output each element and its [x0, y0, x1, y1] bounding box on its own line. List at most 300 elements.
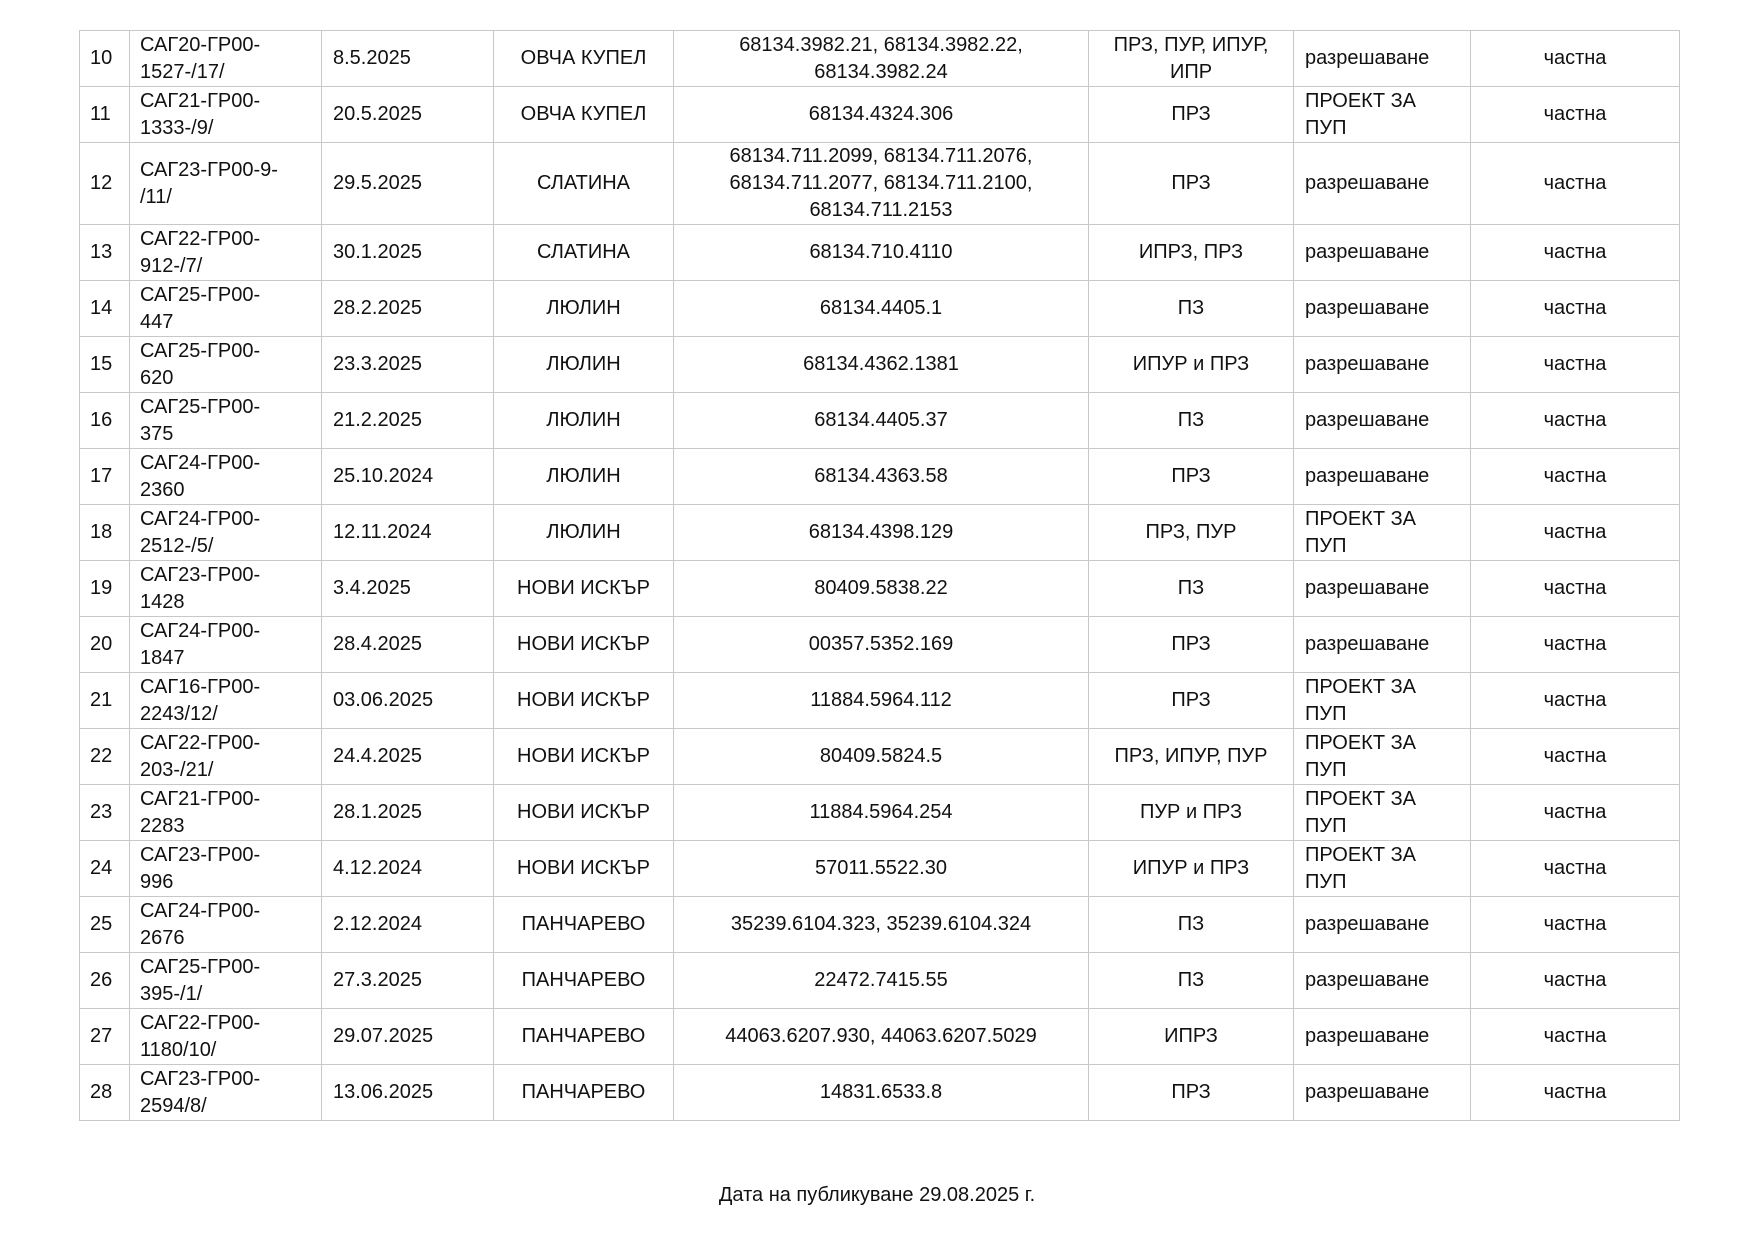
entry-date: 28.2.2025	[333, 297, 422, 319]
reference-number-cell	[130, 337, 322, 393]
ownership-type: частна	[1543, 297, 1607, 319]
reference-number-cell	[130, 281, 322, 337]
plan-type: ИПУР и ПРЗ	[1132, 857, 1250, 879]
row-number-cell	[80, 31, 130, 87]
plan-type: ПЗ	[1177, 969, 1205, 991]
row-number-cell	[80, 729, 130, 785]
ownership-type: частна	[1543, 1025, 1607, 1047]
plan-type-cell	[1089, 505, 1294, 561]
action-status: ПРОЕКТ ЗА ПУП	[1305, 89, 1417, 139]
ownership-type: частна	[1543, 913, 1607, 935]
action-status-cell	[1294, 337, 1471, 393]
row-number: 19	[90, 577, 113, 599]
plan-type-cell	[1089, 281, 1294, 337]
entry-date-cell	[322, 785, 494, 841]
table-row	[80, 281, 1680, 337]
cadastral-identifiers-cell	[674, 337, 1089, 393]
action-status-cell	[1294, 1009, 1471, 1065]
plan-type-cell	[1089, 1065, 1294, 1121]
ownership-type-cell	[1471, 617, 1680, 673]
reference-number: САГ24-ГР00- 2360	[140, 451, 261, 501]
plan-type: ПРЗ	[1171, 172, 1211, 194]
district-name-cell	[494, 785, 674, 841]
district-name: НОВИ ИСКЪР	[517, 633, 650, 655]
ownership-type-cell	[1471, 1065, 1680, 1121]
plan-type-cell	[1089, 1009, 1294, 1065]
cadastral-identifiers-cell	[674, 281, 1089, 337]
cadastral-identifiers: 11884.5964.112	[810, 689, 952, 711]
row-number-cell	[80, 505, 130, 561]
plan-type-cell	[1089, 785, 1294, 841]
entry-date-cell	[322, 729, 494, 785]
entry-date: 29.07.2025	[333, 1025, 434, 1047]
entry-date: 24.4.2025	[333, 745, 422, 767]
cadastral-identifiers: 80409.5824.5	[819, 745, 943, 767]
reference-number-cell	[130, 897, 322, 953]
reference-number: САГ16-ГР00- 2243/12/	[140, 675, 261, 725]
district-name-cell	[494, 729, 674, 785]
table-row	[80, 31, 1680, 87]
cadastral-identifiers: 68134.4363.58	[814, 465, 948, 487]
cadastral-identifiers: 22472.7415.55	[814, 969, 948, 991]
cadastral-identifiers-cell	[674, 143, 1089, 225]
plan-type: ПРЗ	[1171, 689, 1211, 711]
cadastral-identifiers: 14831.6533.8	[819, 1081, 943, 1103]
district-name: НОВИ ИСКЪР	[517, 577, 650, 599]
district-name-cell	[494, 393, 674, 449]
cadastral-identifiers-cell	[674, 729, 1089, 785]
district-name-cell	[494, 281, 674, 337]
ownership-type-cell	[1471, 953, 1680, 1009]
entry-date: 13.06.2025	[333, 1081, 434, 1103]
table-row	[80, 729, 1680, 785]
cadastral-identifiers-cell	[674, 505, 1089, 561]
plan-type: ПРЗ	[1171, 633, 1211, 655]
action-status-cell	[1294, 225, 1471, 281]
action-status: разрешаване	[1305, 969, 1430, 991]
plan-type-cell	[1089, 449, 1294, 505]
reference-number: САГ22-ГР00- 203-/21/	[140, 731, 261, 781]
action-status: разрешаване	[1305, 297, 1430, 319]
action-status: разрешаване	[1305, 241, 1430, 263]
entry-date-cell	[322, 617, 494, 673]
district-name: ЛЮЛИН	[546, 353, 621, 375]
reference-number-cell	[130, 449, 322, 505]
row-number-cell	[80, 561, 130, 617]
reference-number: САГ23-ГР00-9- /11/	[140, 158, 278, 208]
reference-number-cell	[130, 953, 322, 1009]
entry-date-cell	[322, 281, 494, 337]
plan-type: ПЗ	[1177, 913, 1205, 935]
cadastral-identifiers: 11884.5964.254	[809, 801, 953, 823]
action-status: ПРОЕКТ ЗА ПУП	[1305, 843, 1417, 893]
plan-type: ПРЗ, ПУР, ИПУР, ИПР	[1113, 33, 1269, 83]
action-status: разрешаване	[1305, 47, 1430, 69]
entry-date-cell	[322, 673, 494, 729]
entry-date: 28.1.2025	[333, 801, 422, 823]
ownership-type-cell	[1471, 1009, 1680, 1065]
cadastral-identifiers-cell	[674, 617, 1089, 673]
reference-number-cell	[130, 393, 322, 449]
entry-date-cell	[322, 143, 494, 225]
action-status-cell	[1294, 785, 1471, 841]
cadastral-identifiers-cell	[674, 87, 1089, 143]
district-name-cell	[494, 953, 674, 1009]
entry-date-cell	[322, 841, 494, 897]
row-number: 11	[90, 103, 111, 125]
table-row	[80, 225, 1680, 281]
cadastral-identifiers-cell	[674, 897, 1089, 953]
cadastral-identifiers-cell	[674, 225, 1089, 281]
action-status-cell	[1294, 449, 1471, 505]
entry-date: 2.12.2024	[333, 913, 422, 935]
district-name: НОВИ ИСКЪР	[517, 689, 650, 711]
reference-number: САГ22-ГР00- 912-/7/	[140, 227, 261, 277]
action-status-cell	[1294, 841, 1471, 897]
table-body	[80, 31, 1680, 1121]
cadastral-identifiers: 35239.6104.323, 35239.6104.324	[730, 913, 1032, 935]
row-number-cell	[80, 841, 130, 897]
table-row	[80, 505, 1680, 561]
entry-date-cell	[322, 561, 494, 617]
row-number: 10	[90, 47, 113, 69]
plan-type-cell	[1089, 143, 1294, 225]
plan-type-cell	[1089, 561, 1294, 617]
table-row	[80, 87, 1680, 143]
plan-type-cell	[1089, 729, 1294, 785]
entry-date: 27.3.2025	[333, 969, 422, 991]
action-status-cell	[1294, 87, 1471, 143]
ownership-type-cell	[1471, 225, 1680, 281]
district-name-cell	[494, 561, 674, 617]
ownership-type: частна	[1543, 857, 1607, 879]
cadastral-identifiers-cell	[674, 785, 1089, 841]
reference-number-cell	[130, 225, 322, 281]
plan-type: ИПРЗ, ПРЗ	[1138, 241, 1244, 263]
ownership-type-cell	[1471, 785, 1680, 841]
reference-number-cell	[130, 505, 322, 561]
entry-date-cell	[322, 1009, 494, 1065]
reference-number-cell	[130, 785, 322, 841]
plan-type: ПЗ	[1177, 577, 1205, 599]
action-status: разрешаване	[1305, 353, 1430, 375]
plan-type: ПУР и ПРЗ	[1139, 801, 1243, 823]
table-row	[80, 1065, 1680, 1121]
cadastral-identifiers: 44063.6207.930, 44063.6207.5029	[725, 1025, 1037, 1047]
row-number-cell	[80, 617, 130, 673]
district-name-cell	[494, 337, 674, 393]
district-name: ОВЧА КУПЕЛ	[520, 47, 647, 69]
entry-date-cell	[322, 449, 494, 505]
row-number: 16	[90, 409, 113, 431]
entry-date: 12.11.2024	[333, 521, 432, 543]
entry-date-cell	[322, 897, 494, 953]
entry-date-cell	[322, 393, 494, 449]
row-number: 13	[90, 241, 113, 263]
entry-date-cell	[322, 31, 494, 87]
ownership-type-cell	[1471, 841, 1680, 897]
district-name: ПАНЧАРЕВО	[521, 969, 646, 991]
table-row	[80, 449, 1680, 505]
action-status: разрешаване	[1305, 913, 1430, 935]
row-number: 17	[90, 465, 113, 487]
ownership-type: частна	[1543, 633, 1607, 655]
reference-number: САГ24-ГР00- 2676	[140, 899, 261, 949]
ownership-type: частна	[1543, 103, 1607, 125]
ownership-type-cell	[1471, 87, 1680, 143]
entry-date-cell	[322, 87, 494, 143]
table-row	[80, 673, 1680, 729]
district-name-cell	[494, 31, 674, 87]
cadastral-identifiers-cell	[674, 953, 1089, 1009]
entry-date: 23.3.2025	[333, 353, 422, 375]
row-number: 20	[90, 633, 113, 655]
table-row	[80, 897, 1680, 953]
row-number-cell	[80, 785, 130, 841]
row-number-cell	[80, 673, 130, 729]
ownership-type: частна	[1543, 409, 1607, 431]
cadastral-identifiers: 68134.4405.1	[819, 297, 943, 319]
entry-date: 21.2.2025	[333, 409, 422, 431]
cadastral-identifiers: 68134.4362.1381	[803, 353, 959, 375]
action-status-cell	[1294, 31, 1471, 87]
entry-date: 03.06.2025	[333, 689, 434, 711]
table-row	[80, 561, 1680, 617]
action-status-cell	[1294, 281, 1471, 337]
district-name-cell	[494, 87, 674, 143]
action-status: разрешаване	[1305, 409, 1430, 431]
reference-number-cell	[130, 1009, 322, 1065]
row-number: 14	[90, 297, 113, 319]
row-number: 18	[90, 521, 113, 543]
reference-number: САГ25-ГР00- 447	[140, 283, 261, 333]
row-number: 28	[90, 1081, 113, 1103]
row-number-cell	[80, 393, 130, 449]
cadastral-identifiers: 00357.5352.169	[808, 633, 954, 655]
reference-number-cell	[130, 617, 322, 673]
entry-date: 8.5.2025	[333, 47, 411, 69]
ownership-type-cell	[1471, 393, 1680, 449]
action-status: разрешаване	[1305, 172, 1430, 194]
reference-number: САГ25-ГР00- 395-/1/	[140, 955, 261, 1005]
action-status-cell	[1294, 897, 1471, 953]
plan-type: ПРЗ	[1171, 1081, 1211, 1103]
plan-type-cell	[1089, 393, 1294, 449]
district-name: СЛАТИНА	[536, 172, 631, 194]
ownership-type: частна	[1543, 801, 1607, 823]
reference-number: САГ21-ГР00- 1333-/9/	[140, 89, 261, 139]
cadastral-identifiers-cell	[674, 31, 1089, 87]
row-number: 23	[90, 801, 113, 823]
entry-date: 28.4.2025	[333, 633, 422, 655]
district-name: НОВИ ИСКЪР	[517, 745, 650, 767]
ownership-type: частна	[1543, 241, 1607, 263]
action-status-cell	[1294, 393, 1471, 449]
cadastral-identifiers-cell	[674, 1009, 1089, 1065]
table-row	[80, 393, 1680, 449]
row-number: 22	[90, 745, 113, 767]
plan-type-cell	[1089, 87, 1294, 143]
district-name-cell	[494, 449, 674, 505]
row-number-cell	[80, 1065, 130, 1121]
district-name: ПАНЧАРЕВО	[521, 913, 646, 935]
ownership-type: частна	[1543, 1081, 1607, 1103]
plan-type-cell	[1089, 31, 1294, 87]
action-status: ПРОЕКТ ЗА ПУП	[1305, 675, 1417, 725]
action-status-cell	[1294, 617, 1471, 673]
row-number: 24	[90, 857, 113, 879]
district-name-cell	[494, 143, 674, 225]
plan-type: ПЗ	[1177, 297, 1205, 319]
cadastral-identifiers: 68134.3982.21, 68134.3982.22, 68134.3982.24	[739, 33, 1023, 83]
ownership-type-cell	[1471, 729, 1680, 785]
action-status-cell	[1294, 953, 1471, 1009]
cadastral-identifiers-cell	[674, 673, 1089, 729]
action-status-cell	[1294, 143, 1471, 225]
row-number: 25	[90, 913, 113, 935]
district-name: ЛЮЛИН	[546, 409, 621, 431]
cadastral-identifiers-cell	[674, 1065, 1089, 1121]
ownership-type: частна	[1543, 745, 1607, 767]
ownership-type-cell	[1471, 281, 1680, 337]
district-name: ЛЮЛИН	[546, 297, 621, 319]
action-status: ПРОЕКТ ЗА ПУП	[1305, 787, 1417, 837]
cadastral-identifiers-cell	[674, 561, 1089, 617]
table-row	[80, 337, 1680, 393]
entry-date-cell	[322, 337, 494, 393]
entry-date: 4.12.2024	[333, 857, 422, 879]
ownership-type: частна	[1543, 47, 1607, 69]
table-row	[80, 841, 1680, 897]
action-status: разрешаване	[1305, 577, 1430, 599]
action-status-cell	[1294, 561, 1471, 617]
action-status: разрешаване	[1305, 633, 1430, 655]
reference-number-cell	[130, 1065, 322, 1121]
row-number-cell	[80, 337, 130, 393]
district-name-cell	[494, 673, 674, 729]
plan-type: ПРЗ	[1171, 465, 1211, 487]
ownership-type: частна	[1543, 172, 1607, 194]
entry-date: 20.5.2025	[333, 103, 422, 125]
entry-date: 30.1.2025	[333, 241, 422, 263]
reference-number: САГ20-ГР00- 1527-/17/	[140, 33, 261, 83]
row-number-cell	[80, 953, 130, 1009]
table-row	[80, 617, 1680, 673]
action-status: ПРОЕКТ ЗА ПУП	[1305, 507, 1417, 557]
row-number-cell	[80, 449, 130, 505]
reference-number: САГ22-ГР00- 1180/10/	[140, 1011, 261, 1061]
reference-number-cell	[130, 729, 322, 785]
table-row	[80, 143, 1680, 225]
row-number-cell	[80, 1009, 130, 1065]
district-name: ПАНЧАРЕВО	[521, 1025, 646, 1047]
plan-type-cell	[1089, 673, 1294, 729]
entry-date-cell	[322, 225, 494, 281]
entry-date-cell	[322, 953, 494, 1009]
ownership-type: частна	[1543, 577, 1607, 599]
cadastral-identifiers-cell	[674, 393, 1089, 449]
cadastral-identifiers-cell	[674, 841, 1089, 897]
row-number-cell	[80, 87, 130, 143]
ownership-type: частна	[1543, 521, 1607, 543]
plan-type-cell	[1089, 897, 1294, 953]
ownership-type: частна	[1543, 689, 1607, 711]
cadastral-identifiers: 68134.711.2099, 68134.711.2076, 68134.711.2077, 68134.711.2100, 68134.711.2153	[729, 145, 1033, 221]
ownership-type-cell	[1471, 505, 1680, 561]
reference-number: САГ25-ГР00- 375	[140, 395, 261, 445]
reference-number-cell	[130, 31, 322, 87]
reference-number: САГ25-ГР00- 620	[140, 339, 261, 389]
district-name: ЛЮЛИН	[546, 521, 621, 543]
row-number: 12	[90, 172, 113, 194]
plan-type: ПРЗ, ИПУР, ПУР	[1114, 745, 1268, 767]
ownership-type-cell	[1471, 449, 1680, 505]
plan-type-cell	[1089, 617, 1294, 673]
district-name: СЛАТИНА	[536, 241, 631, 263]
ownership-type: частна	[1543, 969, 1607, 991]
plan-type: ПРЗ	[1171, 103, 1211, 125]
row-number-cell	[80, 225, 130, 281]
cadastral-identifiers: 68134.710.4110	[809, 241, 953, 263]
row-number: 26	[90, 969, 113, 991]
entry-date: 25.10.2024	[333, 465, 434, 487]
action-status: разрешаване	[1305, 1025, 1430, 1047]
cadastral-identifiers: 80409.5838.22	[814, 577, 948, 599]
district-name: ПАНЧАРЕВО	[521, 1081, 646, 1103]
reference-number-cell	[130, 143, 322, 225]
district-name-cell	[494, 1065, 674, 1121]
action-status: ПРОЕКТ ЗА ПУП	[1305, 731, 1417, 781]
row-number: 21	[90, 689, 113, 711]
cadastral-identifiers: 68134.4405.37	[814, 409, 948, 431]
district-name: НОВИ ИСКЪР	[517, 857, 650, 879]
publication-date: Дата на публикуване 29.08.2025 г.	[718, 1184, 1036, 1206]
action-status-cell	[1294, 673, 1471, 729]
district-name-cell	[494, 617, 674, 673]
district-name: НОВИ ИСКЪР	[517, 801, 650, 823]
ownership-type-cell	[1471, 561, 1680, 617]
cadastral-identifiers: 68134.4324.306	[808, 103, 954, 125]
plan-type-cell	[1089, 841, 1294, 897]
entry-date-cell	[322, 505, 494, 561]
entry-date-cell	[322, 1065, 494, 1121]
action-status: разрешаване	[1305, 465, 1430, 487]
district-name-cell	[494, 1009, 674, 1065]
ownership-type: частна	[1543, 465, 1607, 487]
cadastral-identifiers: 68134.4398.129	[808, 521, 954, 543]
reference-number-cell	[130, 561, 322, 617]
district-name-cell	[494, 225, 674, 281]
cadastral-identifiers-cell	[674, 449, 1089, 505]
district-name: ОВЧА КУПЕЛ	[520, 103, 647, 125]
ownership-type-cell	[1471, 673, 1680, 729]
district-name: ЛЮЛИН	[546, 465, 621, 487]
reference-number: САГ23-ГР00- 2594/8/	[140, 1067, 261, 1117]
action-status-cell	[1294, 505, 1471, 561]
table-row	[80, 1009, 1680, 1065]
plan-type: ПЗ	[1177, 409, 1205, 431]
action-status: разрешаване	[1305, 1081, 1430, 1103]
plan-type: ИПРЗ	[1164, 1025, 1218, 1047]
ownership-type-cell	[1471, 143, 1680, 225]
table-row	[80, 785, 1680, 841]
planning-records-table	[79, 30, 1680, 1121]
district-name-cell	[494, 505, 674, 561]
plan-type-cell	[1089, 953, 1294, 1009]
plan-type: ИПУР и ПРЗ	[1132, 353, 1250, 375]
cadastral-identifiers: 57011.5522.30	[815, 857, 947, 879]
reference-number-cell	[130, 841, 322, 897]
